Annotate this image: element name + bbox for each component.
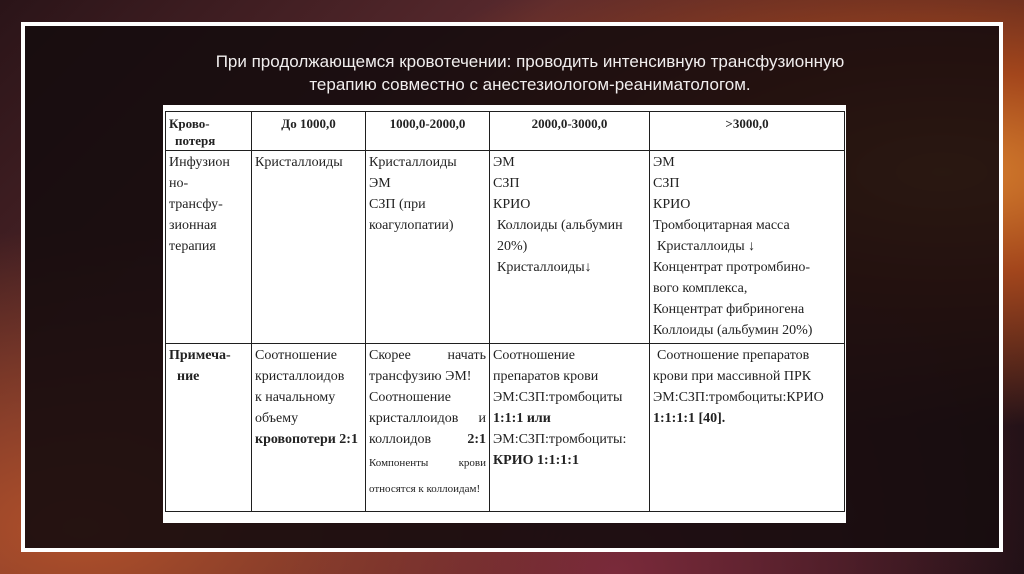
therapy-item: Кристаллоиды↓ [497,260,592,275]
therapy-item: 20%) [497,239,528,254]
therapy-item: Кристаллоиды [255,155,343,170]
slide-title [120,50,940,96]
note-line: объему [255,411,299,426]
therapy-item: ЭМ [369,176,391,191]
therapy-label-line: зионная [169,218,217,233]
note-line-small [369,450,486,476]
header-row [166,112,845,151]
therapy-item: Тромбоцитарная масса [653,218,790,233]
therapy-item: КРИО [653,197,691,212]
note-line [369,345,486,366]
note-line: к начальному [255,390,336,405]
note-line: кровопотери 2:1 [255,432,358,447]
header-blood-loss-line: потеря [175,133,216,148]
notes-label-cell [166,344,252,512]
note-word: коллоидов [369,432,432,447]
note-line: трансфузию ЭМ! [369,369,472,384]
note-line: препаратов крови [493,369,599,384]
notes-col4-cell [650,344,845,512]
note-line: крови при массивной ПРК [653,369,812,384]
title-line-1: При продолжающемся кровотечении: проводить интенсивную трансфузионную [215,52,845,71]
note-line: ЭМ:СЗП:тромбоциты:КРИО [653,390,824,405]
therapy-item: Концентрат фибриногена [653,302,805,317]
note-word: Скорее [369,348,411,363]
therapy-item: Коллоиды (альбумин [497,218,623,233]
header-blood-loss-line: Крово- [169,116,210,131]
note-line: ЭМ:СЗП:тромбоциты: [493,432,627,447]
note-word: Компоненты [369,457,429,469]
note-line: Соотношение [369,390,451,405]
notes-col1-cell [252,344,366,512]
therapy-item: Коллоиды (альбумин 20%) [653,323,813,338]
notes-label-line: Примеча- [169,348,231,363]
note-line [369,408,486,429]
therapy-label-line: но- [169,176,189,191]
therapy-label-line: трансфу- [169,197,223,212]
therapy-item: ЭМ [653,155,675,170]
therapy-item: СЗП [493,176,520,191]
note-line: КРИО 1:1:1:1 [493,453,579,468]
header-1000-2000: 1000,0-2000,0 [366,112,490,151]
therapy-col4-cell [650,151,845,344]
note-word: 2:1 [467,432,486,447]
header-over-3000: >3000,0 [650,112,845,151]
header-blood-loss [166,112,252,151]
therapy-row [166,151,845,344]
therapy-label-cell [166,151,252,344]
note-line [369,429,486,450]
therapy-col3-cell [490,151,650,344]
therapy-item: ЭМ [493,155,515,170]
note-line: 1:1:1 или [493,411,551,426]
note-line: ЭМ:СЗП:тромбоциты [493,390,623,405]
therapy-item: КРИО [493,197,531,212]
note-line: Соотношение [255,348,337,363]
note-word: кристаллоидов [369,411,459,426]
therapy-label-line: Инфузион [169,155,230,170]
note-line: Соотношение препаратов [657,348,810,363]
therapy-col1-cell [252,151,366,344]
therapy-item: СЗП [653,176,680,191]
therapy-item: СЗП (при [369,197,426,212]
note-line-small: относятся к коллоидам! [369,483,481,495]
note-line: Соотношение [493,348,575,363]
therapy-item: Концентрат протромбино- [653,260,811,275]
therapy-item: вого комплекса, [653,281,748,296]
notes-label-line: ние [177,369,200,384]
note-word: начать [447,348,486,363]
therapy-item: Кристаллоиды [369,155,457,170]
header-2000-3000: 2000,0-3000,0 [490,112,650,151]
notes-col3-cell [490,344,650,512]
notes-row [166,344,845,512]
notes-col2-cell [366,344,490,512]
title-line-2: терапию совместно с анестезиологом-реаниматологом. [309,75,751,94]
therapy-label-line: терапия [169,239,216,254]
table-image [163,105,846,523]
note-line: кристаллоидов [255,369,345,384]
transfusion-table [165,111,845,512]
note-word: крови [458,457,486,469]
therapy-item: коагулопатии) [369,218,454,233]
therapy-col2-cell [366,151,490,344]
header-up-to-1000: До 1000,0 [252,112,366,151]
therapy-item: Кристаллоиды ↓ [657,239,756,254]
note-word: и [478,411,486,426]
note-line: 1:1:1:1 [40]. [653,411,726,426]
